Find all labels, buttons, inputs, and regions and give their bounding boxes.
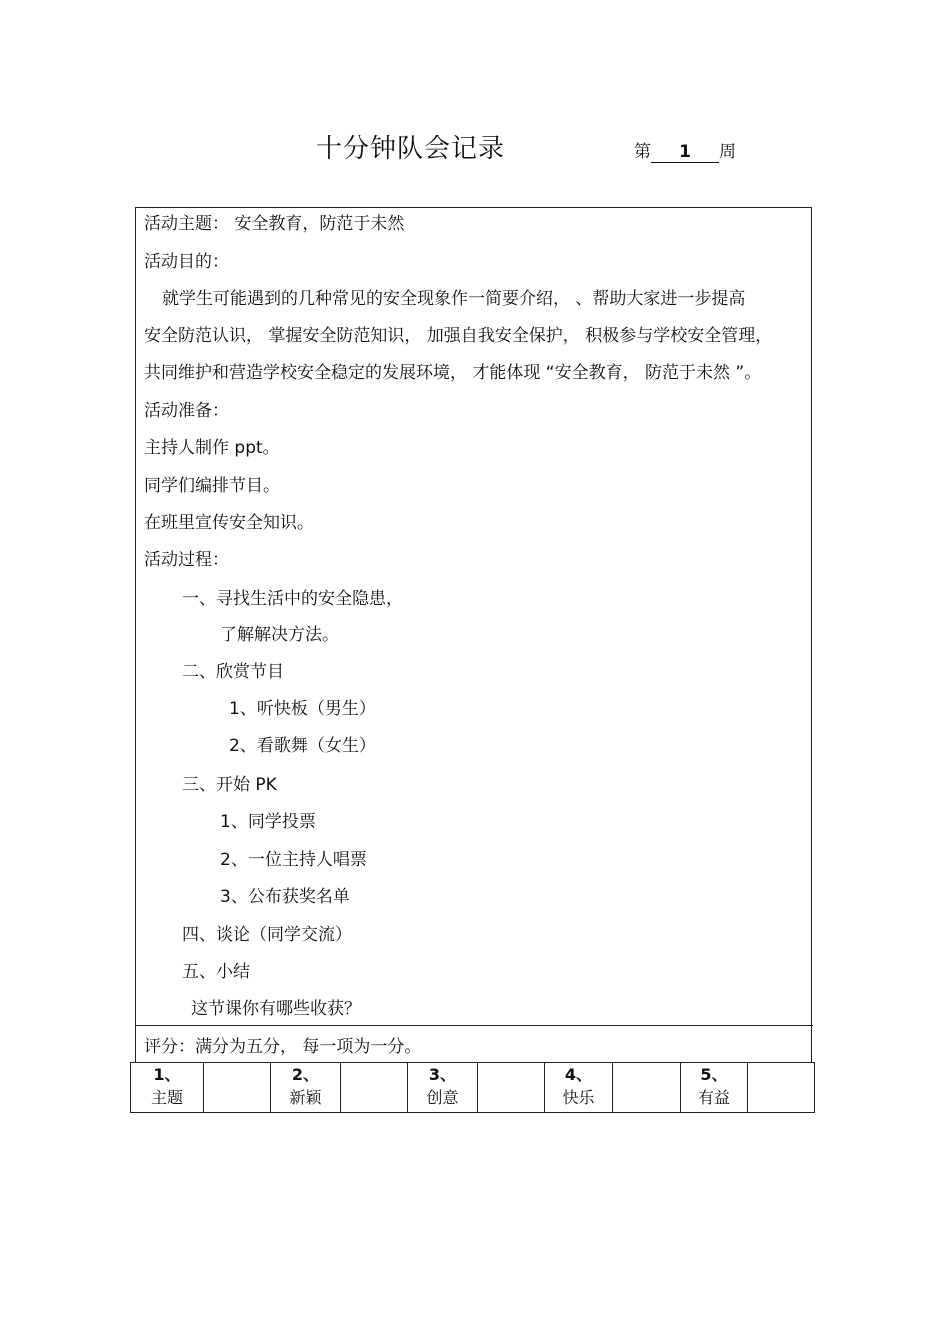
purpose-heading: 活动目的：	[144, 252, 229, 272]
criterion-label: 创意	[426, 1088, 459, 1107]
prep-item: 主持人制作 ppt。	[144, 438, 280, 458]
criterion-theme	[131, 1063, 204, 1113]
criterion-label: 主题	[150, 1088, 183, 1107]
criterion-label: 有益	[697, 1088, 730, 1107]
purpose-line: 就学生可能遇到的几种常见的安全现象作一简要介绍， 、帮助大家进一步提高	[162, 289, 746, 309]
process-step: 3、公布获奖名单	[220, 887, 350, 907]
scoring-note: 评分：满分为五分， 每一项为一分。	[144, 1037, 422, 1057]
process-step: 2、一位主持人唱票	[220, 850, 367, 870]
process-step: 1、同学投票	[220, 812, 316, 832]
purpose-line: 共同维护和营造学校安全稳定的发展环境， 才能体现 “安全教育， 防范于未然 ”。	[144, 363, 762, 383]
prep-heading: 活动准备：	[144, 401, 229, 421]
week-suffix: 周	[719, 142, 736, 162]
score-cell[interactable]	[341, 1063, 408, 1113]
week-prefix: 第	[634, 142, 651, 162]
criterion-number: 4、	[564, 1065, 593, 1084]
page-title: 十分钟队会记录	[316, 134, 506, 164]
process-step: 了解解决方法。	[220, 625, 339, 645]
criterion-number: 2、	[291, 1065, 320, 1084]
process-step: 二、欣赏节目	[182, 662, 284, 682]
process-step: 一、寻找生活中的安全隐患，	[182, 589, 403, 609]
criterion-benefit	[681, 1063, 748, 1113]
prep-item: 同学们编排节目。	[144, 476, 280, 496]
scoring-row	[131, 1063, 815, 1113]
criterion-label: 快乐	[562, 1088, 595, 1107]
process-step: 三、开始 PK	[182, 775, 277, 795]
prep-item: 在班里宣传安全知识。	[144, 513, 314, 533]
criterion-fun	[545, 1063, 613, 1113]
process-step: 2、看歌舞（女生）	[229, 736, 376, 756]
week-indicator	[634, 137, 736, 163]
scoring-table	[130, 1062, 815, 1113]
process-step: 五、小结	[182, 962, 250, 982]
score-cell[interactable]	[478, 1063, 545, 1113]
criterion-number: 1、	[153, 1065, 181, 1084]
process-step: 1、听快板（男生）	[229, 699, 376, 719]
week-number: 1	[651, 142, 719, 163]
criterion-label: 新颖	[289, 1088, 322, 1107]
score-cell[interactable]	[613, 1063, 681, 1113]
process-step: 这节课你有哪些收获？	[191, 999, 361, 1019]
activity-theme: 活动主题： 安全教育，防范于未然	[144, 214, 405, 234]
criterion-creativity	[408, 1063, 478, 1113]
criterion-novelty	[271, 1063, 341, 1113]
score-cell[interactable]	[204, 1063, 271, 1113]
score-cell[interactable]	[748, 1063, 815, 1113]
purpose-line: 安全防范认识， 掌握安全防范知识， 加强自我安全保护， 积极参与学校安全管理，	[144, 326, 773, 346]
process-heading: 活动过程：	[144, 550, 229, 570]
criterion-number: 5、	[700, 1065, 728, 1084]
process-step: 四、谈论（同学交流）	[182, 925, 352, 945]
criterion-number: 3、	[428, 1065, 457, 1084]
